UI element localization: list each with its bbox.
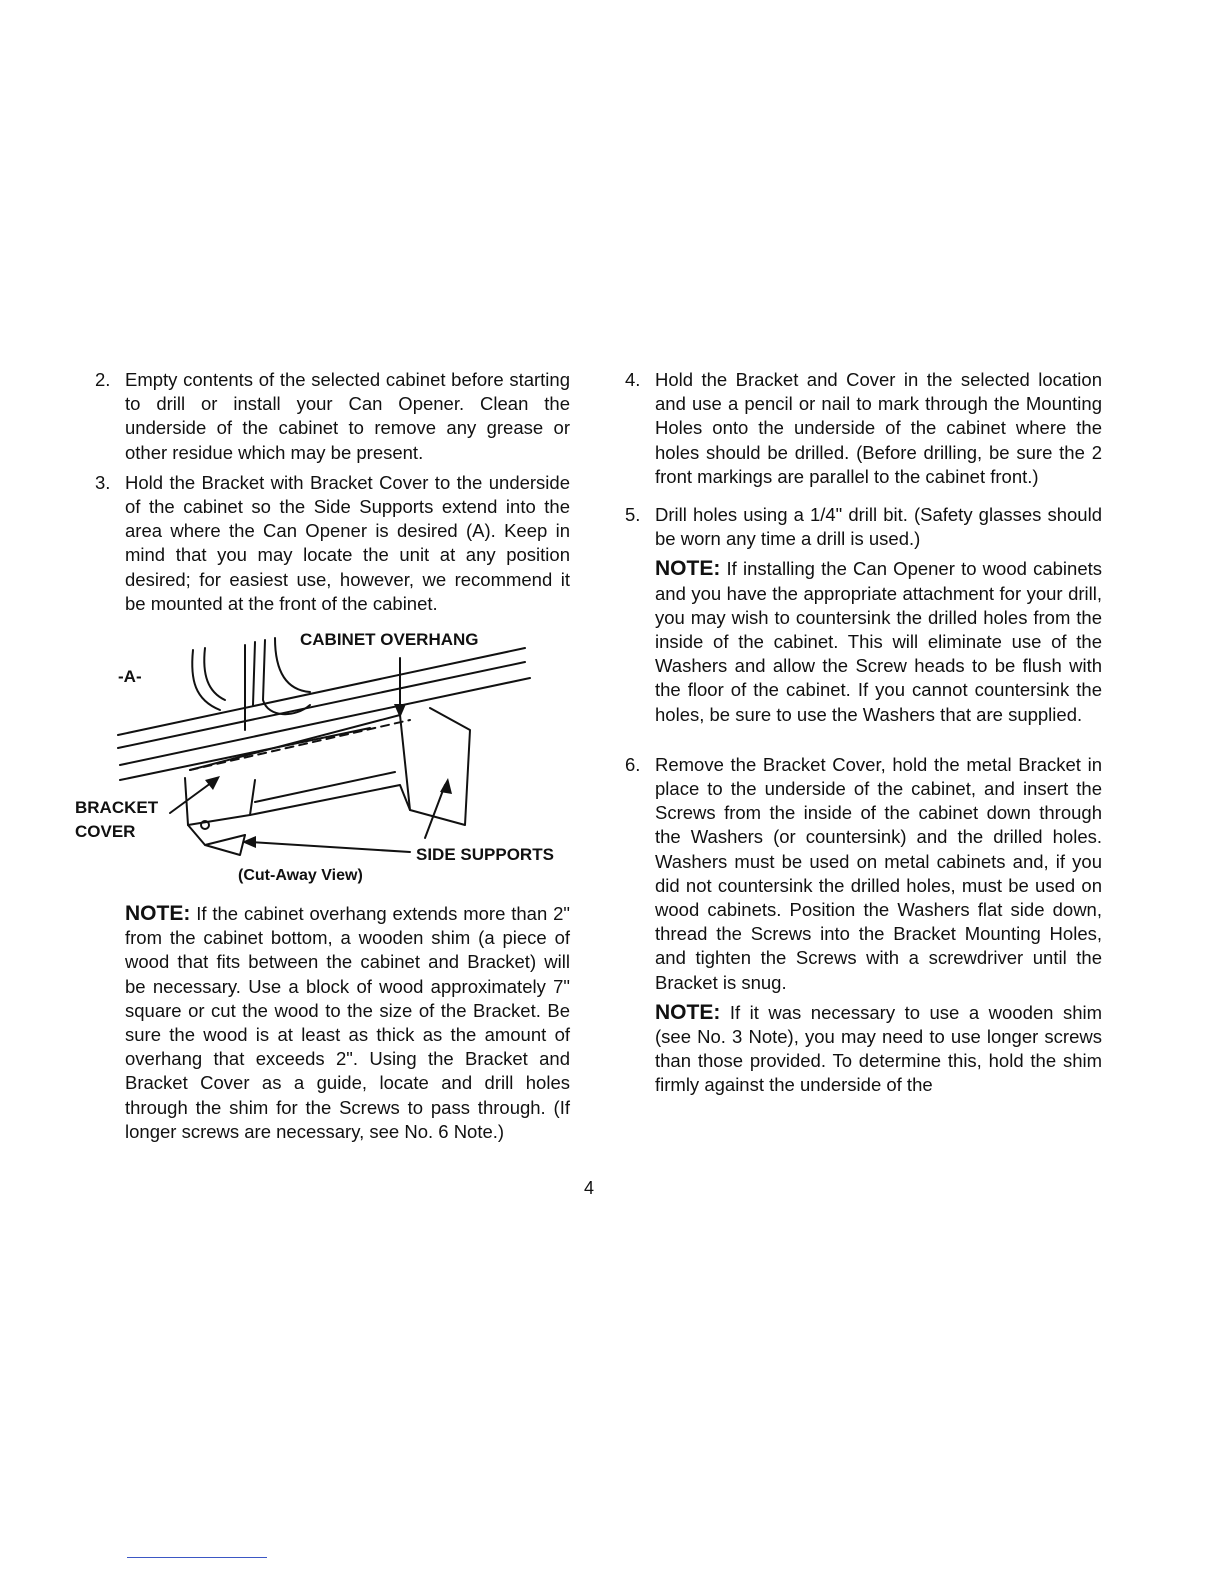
label-bracket: BRACKET [75,798,159,817]
note-countersink [620,557,1102,726]
step-text: Remove the Bracket Cover, hold the metal Bracket in place to the underside of the cabinet, and insert the Screws from the inside of the cabinet down through the Washers (or countersink) and the drilled holes. Washers must be used on metal cabinets and, if you did not countersink the drilled holes, must be used on wood cabinets. Position the Washers flat side down, thread the Screws into the Bracket Mounting Holes, and tighten the Screws with a screwdriver until the Bracket is snug. [655,753,1102,993]
note-label: NOTE: [655,1000,721,1024]
instruction-step-6 [620,753,1102,995]
label-cover: COVER [75,822,136,841]
side-support-rail-inner [255,772,395,802]
bracket-cover-leader [170,780,215,813]
note-text: If the cabinet overhang extends more than 2" from the cabinet bottom, a wooden shim (a piece of wood that fits between the cabinet and Bracket) will be necessary. Use a block of wood approximately 7" square or cut the wood to the size of the Bracket. Be sure the wood is at least as thick as the amount of overhang that exceeds 2". Using the Bracket and Bracket Cover as a guide, locate and drill holes through the shim for the Screws to pass through. (If longer screws are necessary, see No. 6 Note.) [125,903,570,1142]
left-column [90,368,570,616]
bracket-cover-body [185,778,255,825]
instruction-step-3 [90,471,570,616]
instruction-step-5 [620,503,1102,551]
step-number: 4. [625,369,641,390]
left-note-block [90,902,570,1144]
bracket-cover-arrowhead [205,776,220,790]
note-longer-screws [620,1001,1102,1098]
note-text: If installing the Can Opener to wood cabinets and you have the appropriate attachment for your drill, you may wish to countersink the drilled holes from the inside of the cabinet. This will eliminate use of the Washers and allow the Screw heads to be flush with the floor of the cabinet. If you cannot countersink the holes, be sure to use the Washers that are supplied. [655,558,1102,725]
bracket-foot [205,835,245,855]
step-text: Hold the Bracket with Bracket Cover to the underside of the cabinet so the Side Supports extend into the area where the Can Opener is desired (A). Keep in mind that you may locate the unit at any position desired; for easiest use, however, we recommend it be mounted at the front of the cabinet. [125,471,570,614]
bracket-diagram [70,620,580,890]
step-number: 5. [625,504,641,526]
hand-right [245,638,310,730]
side-supports-leader [250,842,410,852]
step-number: 6. [625,753,641,775]
note-text: If it was necessary to use a wooden shim (see No. 3 Note), you may need to use longer screws than those provided. To determine this, hold the shim firmly against the underside of the [655,1001,1103,1096]
step-number: 2. [95,369,111,390]
step-text: Hold the Bracket and Cover in the selected location and use a pencil or nail to mark through the Mounting Holes onto the underside of the cabinet where the holes should be drilled. (Before drilling, be sure the 2 front markings are parallel to the cabinet front.) [655,369,1102,487]
hand-left [192,648,225,710]
label-cabinet-overhang: CABINET OVERHANG [300,630,479,649]
side-support-rail [250,785,410,815]
page-number: 4 [584,1178,595,1198]
note-overhang [90,902,570,1144]
side-supports-leader-2 [425,785,445,838]
label-side-supports: SIDE SUPPORTS [416,845,554,864]
figure-caption: (Cut-Away View) [238,867,363,884]
bracket-lower-front [188,825,245,845]
right-column [620,368,1102,1098]
note-label: NOTE: [125,902,191,925]
bracket-side [400,708,470,825]
side-supports-arrowhead-2 [440,778,452,794]
cabinet-lower-line [120,728,370,780]
instruction-step-4 [620,368,1102,489]
figure-label-a: -A- [118,667,142,686]
footer-rule [127,1557,267,1558]
instruction-step-2 [90,368,570,465]
step-number: 3. [95,471,111,493]
step-text: Drill holes using a 1/4" drill bit. (Safety glasses should be worn any time a drill is used.) [655,504,1102,550]
step-text: Empty contents of the selected cabinet before starting to drill or install your Can Opener. Clean the underside of the cabinet to remove any grease or other residue which may be present. [125,369,570,463]
note-label: NOTE: [655,557,721,581]
